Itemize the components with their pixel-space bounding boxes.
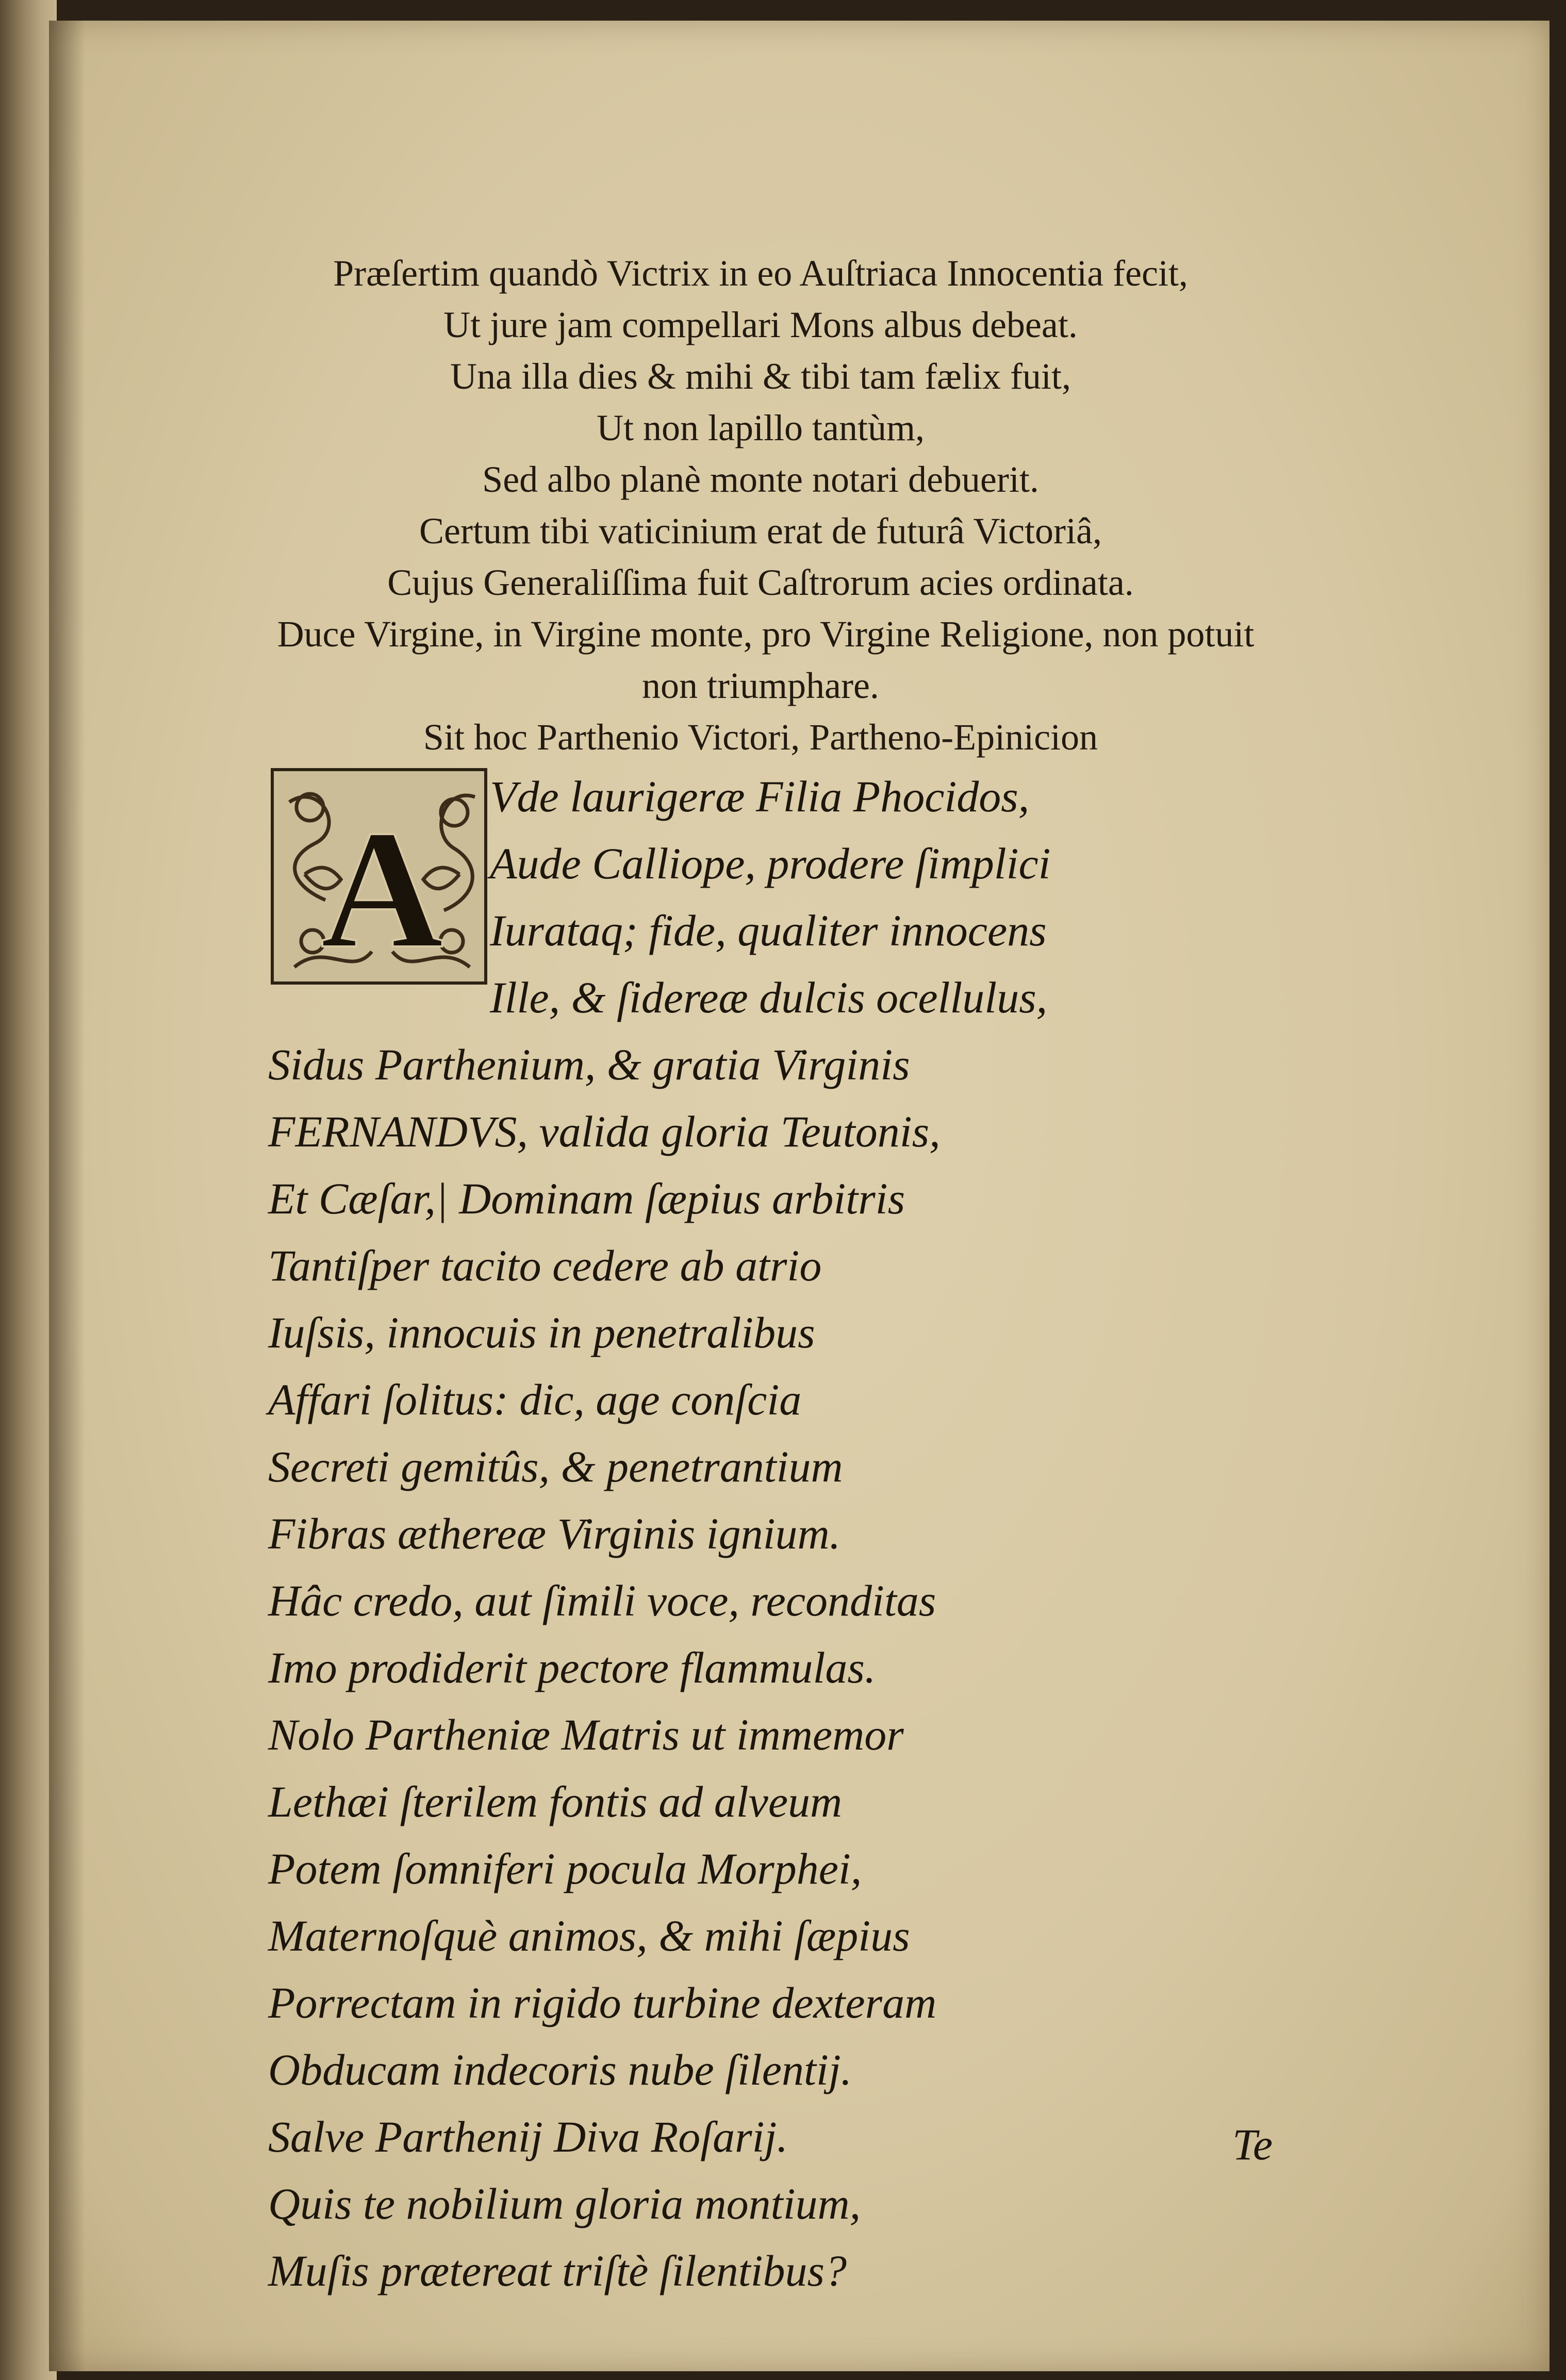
ode-verse [268,763,1403,2304]
verse-line: Porrectam in rigido turbine dexteram [268,1978,937,2027]
dedication-line: Certum tibi vaticinium erat de futurâ Victoriâ, [419,510,1102,552]
dedication-line: Duce Virgine, in Virgine monte, pro Virgine Religione, non potuit [277,613,1255,655]
verse-line: Obducam indecoris nube ſilentij. [268,2045,852,2094]
verse-line: Muſis prætereat triſtè ſilentibus? [268,2246,847,2295]
verse-line: Maternoſquè animos, & mihi ſæpius [268,1911,910,1960]
svg-text:A: A [320,795,444,984]
dedication-line: non triumphare. [642,665,879,706]
dedication-line: Sit hoc Parthenio Victori, Partheno-Epinicion [423,717,1098,758]
dedication-line: Cujus Generaliſſima fuit Caſtrorum acies ordinata. [387,562,1134,603]
verse-line: Lethæi ſterilem fontis ad alveum [268,1777,843,1826]
verse-line: Potem ſomniferi pocula Morphei, [268,1844,862,1893]
verse-line: Secreti gemitûs, & penetrantium [268,1442,843,1491]
facing-page-edge [0,0,57,2380]
dedication-line: Sed albo planè monte notari debuerit. [482,459,1039,500]
verse-line: Vde laurigeræ Filia Phocidos, [490,772,1030,821]
verse-line: Fibras æthereæ Virginis ignium. [268,1509,841,1558]
verse-line: Iurataq; fide, qualiter innocens [490,906,1047,955]
verse-line: Salve Parthenij Diva Roſarij. [268,2112,788,2161]
verse-line: Ille, & ſidereæ dulcis ocellulus, [490,973,1048,1022]
dedication-line: Ut non lapillo tantùm, [597,407,925,448]
verse-line: Affari ſolitus: dic, age conſcia [268,1375,802,1424]
verse-line: FERNANDVS, valida gloria Teutonis, [268,1107,941,1156]
verse-line: Sidus Parthenium, & gratia Virginis [268,1040,910,1089]
verse-line: Imo prodiderit pectore flammulas. [268,1643,876,1692]
dedication-line: Una illa dies & mihi & tibi tam fælix fuit, [450,356,1071,397]
verse-line: Tantiſper tacito cedere ab atrio [268,1241,822,1290]
catchword: Te [1232,2120,1273,2169]
page-gutter-shadow [49,21,85,2371]
dedication-line: Præſertim quandò Victrix in eo Auſtriaca Innocentia fecit, [333,253,1188,294]
verse-line: Hâc credo, aut ſimili voce, reconditas [268,1576,936,1625]
dedication-prose [129,247,1392,763]
verse-line: Aude Calliope, prodere ſimplici [490,839,1051,888]
verse-line: Quis te nobilium gloria montium, [268,2179,861,2228]
dedication-line: Ut jure jam compellari Mons albus debeat. [443,304,1078,345]
verse-line: Nolo Partheniæ Matris ut immemor [268,1710,904,1759]
verse-line: Iuſsis, innocuis in penetralibus [268,1308,815,1357]
verse-line: Et Cæſar,| Dominam ſæpius arbitris [268,1174,905,1223]
